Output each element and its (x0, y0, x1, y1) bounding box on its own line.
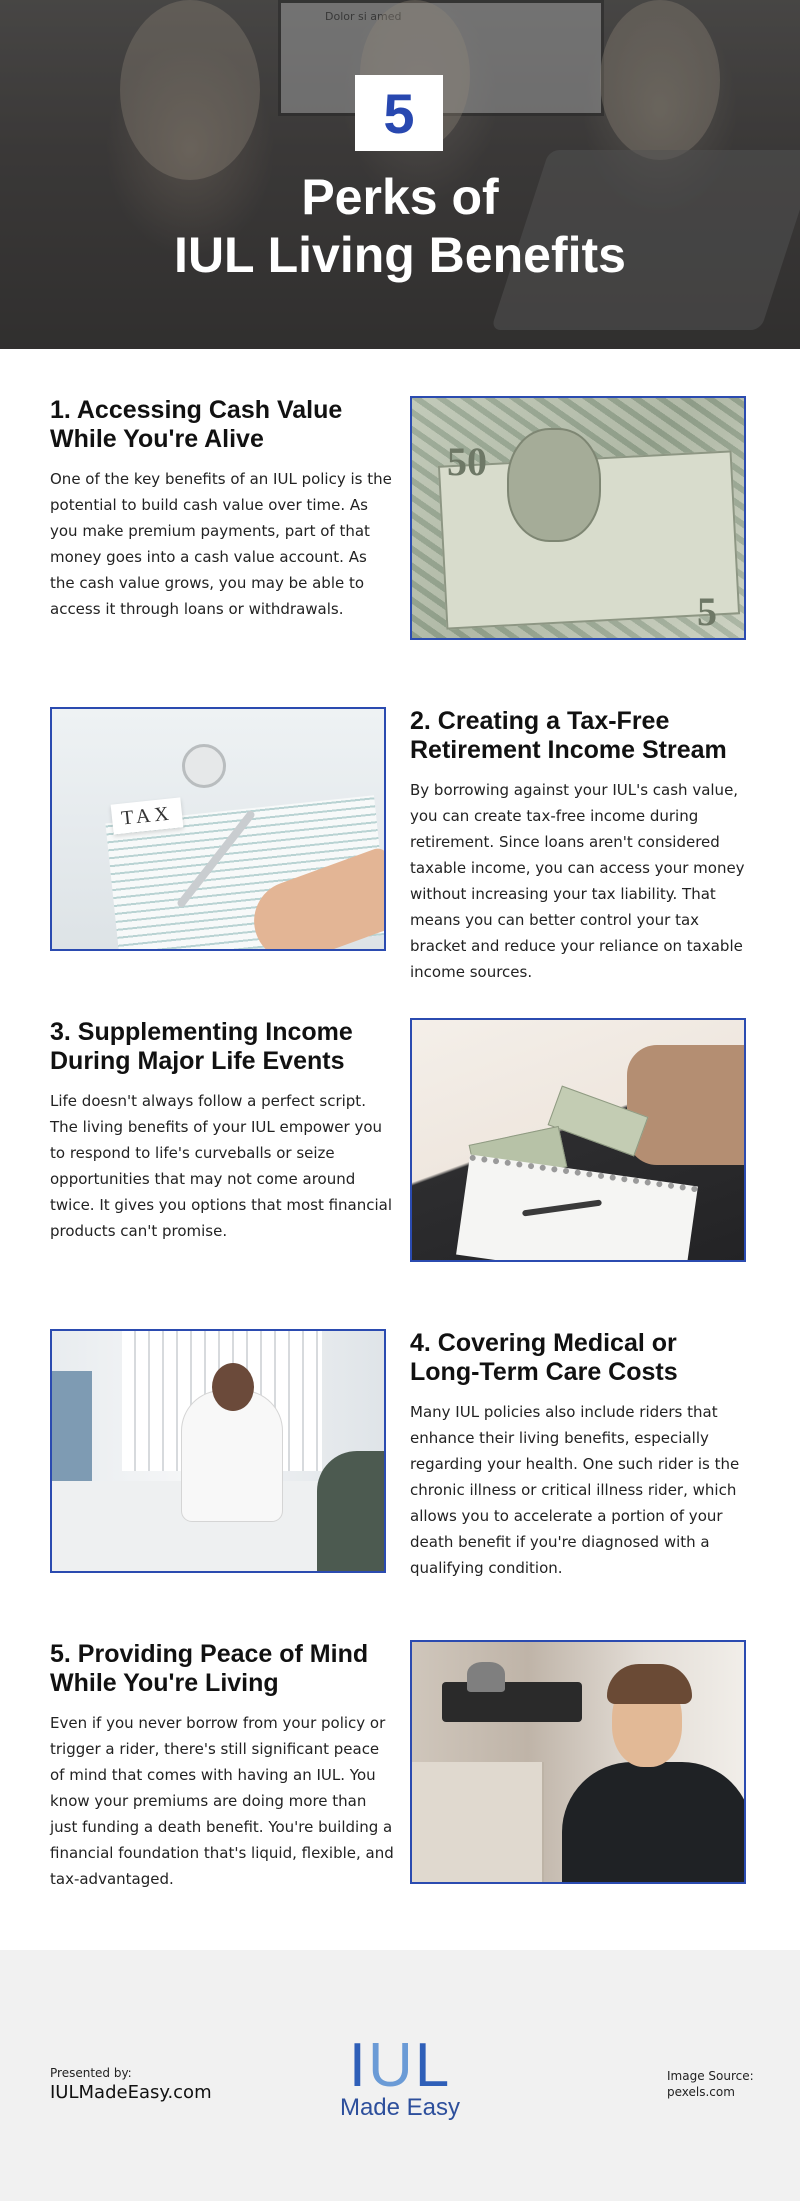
section-title (50, 1640, 395, 1698)
title-line-2: Long-Term Care Costs (410, 1358, 678, 1386)
cabinet-image (412, 1762, 544, 1884)
section-supplement-income (0, 1018, 800, 1329)
bill-numeral: 50 (447, 439, 487, 484)
title-line-2: IUL Living Benefits (174, 227, 626, 283)
section-title (50, 396, 395, 454)
logo-letter-i: I (348, 2031, 368, 2100)
bill-portrait (507, 428, 601, 542)
monitor-image (52, 1371, 92, 1481)
title-line-2: Retirement Income Stream (410, 736, 727, 764)
section-title (410, 1329, 755, 1387)
number-badge (355, 75, 443, 151)
title-line-1: 3. Supplementing Income (50, 1018, 353, 1046)
presented-by (50, 2066, 212, 2103)
logo-made-easy: Made Easy (339, 2094, 461, 2121)
title-line-2: While You're Living (50, 1669, 279, 1697)
stove-image (442, 1682, 582, 1722)
logo-letter-u: U (367, 2031, 415, 2100)
section-body: Life doesn't always follow a perfect script. The living benefits of your IUL empower you to respond to life's curveballs or seize opportunities that may not come around twice. It gives you options that most financial products can't promise. (50, 1092, 393, 1240)
man-reading-photo (410, 1640, 746, 1884)
patient-figure (317, 1451, 386, 1573)
presented-label: Presented by: (50, 2066, 132, 2080)
footer (0, 1950, 800, 2201)
doctor-head (212, 1363, 254, 1411)
person-figure (562, 1762, 746, 1884)
title-line-2: While You're Alive (50, 425, 264, 453)
section-body: One of the key benefits of an IUL policy is the potential to build cash value over time. As you make premium payments, part of that money goes into a cash value account. As the cash value grows, you may be able to access it through loans or withdrawals. (50, 470, 392, 618)
counting-cash-photo (410, 1018, 746, 1262)
money-photo (410, 396, 746, 640)
section-text (50, 1640, 395, 1892)
title-line-1: 2. Creating a Tax-Free (410, 707, 670, 735)
tax-photo (50, 707, 386, 951)
section-body: By borrowing against your IUL's cash value, you can create tax-free income during retirement. Since loans aren't considered taxable income, you can access your money without increasing your tax liability. That means you can better control your tax bracket and reduce your reliance on taxable income sources. (410, 781, 745, 981)
section-text (410, 1329, 755, 1581)
section-cash-value (0, 396, 800, 707)
section-text (410, 707, 755, 985)
title-line-1: 4. Covering Medical or (410, 1329, 677, 1357)
iul-logo (335, 2031, 465, 2122)
section-body: Even if you never borrow from your policy or trigger a rider, there's still significant peace of mind that comes with having an IUL. You know your premiums are doing more than just funding a death benefit. You're building a financial foundation that's liquid, flexible, and tax-advantaged. (50, 1714, 394, 1888)
logo-letter-l: L (414, 2031, 452, 2100)
sleeve-image (627, 1045, 746, 1165)
title-line-1: 5. Providing Peace of Mind (50, 1640, 369, 1668)
logo-iul (335, 2031, 465, 2100)
page-title (0, 168, 800, 284)
presented-site: IULMadeEasy.com (50, 2082, 212, 2103)
title-line-1: Perks of (301, 169, 499, 225)
image-source-label: Image Source: (667, 2069, 754, 2083)
title-line-2: During Major Life Events (50, 1047, 345, 1075)
section-title (50, 1018, 395, 1076)
person-hair (607, 1664, 692, 1704)
whiteboard-text: Dolor si amed (325, 10, 402, 23)
section-medical-costs (0, 1329, 800, 1640)
section-peace-of-mind (0, 1640, 800, 1951)
clock-icon (182, 744, 226, 788)
image-source (667, 2068, 754, 2100)
number-value: 5 (383, 81, 415, 145)
bill-numeral: 5 (697, 589, 717, 634)
section-body: Many IUL policies also include riders that enhance their living benefits, especially regarding your health. One such rider is the chronic illness or critical illness rider, which allows you to accelerate a portion of your death benefit if you're diagnosed with a qualifying condition. (410, 1403, 740, 1577)
doctor-photo (50, 1329, 386, 1573)
kettle-image (467, 1662, 505, 1692)
hero-banner (0, 0, 800, 349)
section-title (410, 707, 755, 765)
tax-card: TAX (111, 797, 184, 834)
image-source-site: pexels.com (667, 2085, 735, 2099)
title-line-1: 1. Accessing Cash Value (50, 396, 343, 424)
section-tax-free-income (0, 707, 800, 1018)
section-text (50, 396, 395, 622)
section-text (50, 1018, 395, 1244)
